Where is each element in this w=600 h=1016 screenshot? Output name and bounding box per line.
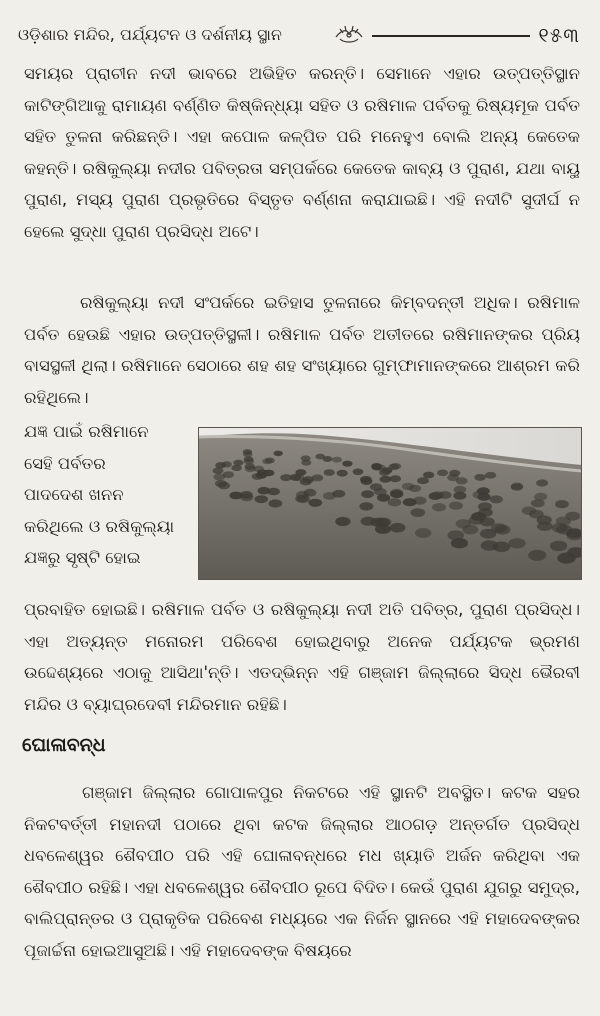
turtle-shape [361, 517, 376, 526]
turtle-shape [265, 458, 275, 464]
turtle-shape [485, 472, 496, 479]
turtle-shape [214, 474, 226, 481]
paragraph-2: ରଷିକୁଲ୍ୟା ନଦୀ ସଂପର୍କରେ ଇତିହାସ ତୁଳନାରେ କିମ୍ବଦନ୍ତୀ ଅଧିକ। ରଷିମାଳ ପର୍ବତ ହେଉଛି ଏହାର ଉତ୍ପତ୍ତିସ୍ଥଳୀ। ରଷିମାଳ ପର୍ବତ ଅତୀତରେ ରଷିମାନଙ୍କର ପ୍ରିୟ ବାସସ୍ଥଳୀ ଥିଲା। ରଷିମାନେ ସେଠାରେ ଶହ ଶହ ସଂଖ୍ୟାରେ ଗୁମ୍ଫାମାନଙ୍କରେ ଆଶ୍ରମ କରି ରହିଥିଲେ। [24, 293, 580, 407]
turtle-shape [388, 498, 402, 506]
turtle-shape [332, 457, 342, 463]
turtle-shape [274, 451, 283, 457]
turtle-shape [371, 463, 382, 469]
header-rule [372, 35, 530, 37]
turtle-shape [537, 522, 553, 531]
turtle-shape [312, 474, 324, 481]
turtle-shape [324, 469, 335, 476]
turtle-shape [528, 550, 546, 561]
turtle-shape [304, 489, 317, 497]
turtle-shape [376, 518, 391, 527]
turtle-shape [240, 493, 253, 501]
turtle-shape [511, 483, 523, 490]
turtle-shape [218, 482, 230, 489]
turtle-shape [403, 498, 417, 506]
wrapped-text-beside-photo [24, 416, 194, 574]
wrap-line: କରିଥିଲେ ଓ ରଷିକୁଲ୍ୟା [24, 516, 175, 536]
turtle-shape [342, 461, 352, 467]
turtle-shape [437, 470, 448, 477]
turtle-shape [361, 490, 374, 498]
turtle-shape [379, 469, 390, 476]
turtle-shape [390, 523, 406, 533]
turtle-shape [380, 476, 392, 483]
section-heading: ଘୋଳାବନ୍ଧ [22, 734, 106, 756]
turtle-shape [456, 477, 468, 484]
turtle-shape [402, 483, 414, 490]
turtle-shape [253, 466, 264, 472]
turtle-shape [258, 487, 271, 495]
wrap-line: ଯଜ୍ଞରୁ ସୃଷ୍ଟି ହୋଇ [24, 548, 141, 567]
turtle-shape [231, 465, 242, 471]
turtle-shape [255, 495, 268, 503]
paragraph-4: ଗଞ୍ଜାମ ଜିଲ୍ଲାର ଗୋପାଳପୁର ନିକଟରେ ଏହି ସ୍ଥାନଟି ଅବସ୍ଥିତ। କଟକ ସହର ନିକଟବର୍ତ୍ତୀ ମହାନଦୀ ପଠାରେ ଥିବା କଟକ ଜିଲ୍ଲାର ଆଠଗଡ଼ ଅନ୍ତର୍ଗତ ପ୍ରସିଦ୍ଧ ଧବଳେଶ୍ୱର ଶୈବପୀଠ ପରି ଏହି ଘୋଳାବନ୍ଧରେ ମଧ ଖ୍ୟାତି ଅର୍ଜନ କରିଥିବା ଏକ ଶୈବପୀଠ ରହିଛି। ଏହା ଧବଳେଶ୍ୱର ଶୈବପୀଠ ରୂପେ ବିଦିତ। କେଉଁ ପୁରାଣ ଯୁଗରୁ ସମୁଦ୍ର, ବାଲିପ୍ରାନ୍ତର ଓ ପ୍ରାକୃତିକ ପରିବେଶ ମଧ୍ୟରେ ଏକ ନିର୍ଜନ ସ୍ଥାନରେ ଏହି ମହାଦେବଙ୍କର ପୂଜାର୍ଚ୍ଚନା ହୋଇଆସୁଅଛି। ଏହି ମହାଦେବଙ୍କ ବିଷୟରେ [24, 783, 580, 960]
turtle-shape [293, 474, 305, 481]
page-header [12, 20, 588, 50]
turtle-shape [269, 499, 283, 507]
turtle-shape [301, 460, 311, 466]
turtle-shape [263, 470, 274, 477]
wrap-line: ପାଦଦେଶ ଖନନ [24, 485, 124, 504]
paragraph-1: ସମୟର ପ୍ରାଚୀନ ନଦୀ ଭାବରେ ଅଭିହିତ କରନ୍ତି। ସେମାନେ ଏହାର ଉତ୍ପତ୍ତିସ୍ଥାନ କାଟିଙ୍ଗିଆକୁ ରାମାୟଣ ବର୍ଣ୍ଣିତ କିଷ୍କିନ୍ଧ୍ୟା ସହିତ ଓ ରଷିମାଳ ପର୍ବତକୁ ରିଷ୍ୟମୂକ ପର୍ବତ ସହିତ ତୁଳନା କରିଛନ୍ତି। ଏହା କପୋଳ କଳ୍ପିତ ପରି ମନେହୁଏ ବୋଲି ଅନ୍ୟ କେତେକ କହନ୍ତି। ରଷିକୁଲ୍ୟା ନଦୀର ପବିତ୍ରତା ସମ୍ପର୍କରେ କେତେକ କାବ୍ୟ ଓ ପୁରାଣ, ଯଥା ବାୟୁ ପୁରାଣ, ମସ୍ୟ ପୁରାଣ ପ୍ରଭୃତିରେ ବିସ୍ତୃତ ବର୍ଣ୍ଣନା କରାଯାଇଛି। ଏହି ନଦୀଟି ସୁଦୀର୍ଘ ନ ହେଲେ ସୁଦ୍ଧା ପୁରାଣ ପ୍ରସିଦ୍ଧ ଅଟେ। [24, 64, 580, 241]
turtle-shape [491, 523, 507, 533]
turtle-shape [432, 503, 446, 511]
turtle-shape [213, 467, 224, 474]
turtle-shape [359, 502, 373, 510]
turtle-shape [552, 523, 568, 533]
turtle-shape [509, 538, 526, 548]
turtle-shape [462, 525, 478, 535]
page-number: ୧୫୩ [538, 23, 580, 47]
paragraph-3: ପ୍ରବାହିତ ହୋଇଛି। ରଷିମାଳ ପର୍ବତ ଓ ରଷିକୁଲ୍ୟା ନଦୀ ଅତି ପବିତ୍ର, ପୁରାଣ ପ୍ରସିଦ୍ଧ। ଏହା ଅତ୍ୟନ୍ତ ମନୋରମ ପରିବେଶ ହୋଇଥିବାରୁ ଅନେକ ପର୍ଯ୍ୟଟକ ଭ୍ରମଣ ଉଦ୍ଦେଶ୍ୟରେ ଏଠାକୁ ଆସିଥା'ନ୍ତି। ଏତଦ୍‌ଭିନ୍ନ ଏହି ଗଞ୍ଜାମ ଜିଲ୍ଲାରେ ସିଦ୍ଧ ଭୈରବୀ ମନ୍ଦିର ଓ ବ୍ୟାଘ୍ରଦେବୀ ମନ୍ଦିରମାନ ରହିଛି। [24, 600, 580, 714]
turtle-shape [411, 508, 426, 517]
turtle-shape [451, 538, 468, 548]
turtle-shape [531, 499, 545, 507]
turtle-shape [522, 506, 536, 515]
sea-turtles-on-beach-photo [198, 427, 582, 580]
wrap-line: ସେହି ପର୍ବତର [24, 453, 106, 473]
turtle-shape [490, 495, 503, 503]
turtle-shape [323, 492, 336, 500]
turtle-shape [337, 470, 348, 477]
turtle-shape [474, 474, 486, 481]
turtle-shape [555, 500, 569, 508]
turtle-shape [536, 479, 548, 486]
turtle-shape [453, 492, 466, 500]
turtle-shape [550, 541, 567, 551]
floral-ornament-icon [334, 23, 364, 47]
turtle-shape [370, 483, 382, 490]
turtle-shape [353, 469, 364, 476]
turtle-shape [377, 494, 390, 502]
turtle-shape [315, 454, 325, 460]
turtle-shape [449, 502, 463, 510]
turtle-shape [478, 508, 493, 517]
turtle-shape [335, 517, 350, 526]
turtle-shape [439, 491, 452, 499]
turtle-shape [415, 528, 431, 538]
turtle-shape [481, 540, 498, 550]
running-title: ଓଡ଼ିଶାର ମନ୍ଦିର, ପର୍ଯ୍ୟଟନ ଓ ଦର୍ଶନୀୟ ସ୍ଥାନ [18, 25, 282, 44]
turtle-shape [389, 464, 400, 470]
turtle-shape [308, 499, 322, 507]
turtle-shape [361, 478, 373, 485]
turtle-shape [473, 491, 486, 499]
turtle-shape [233, 460, 243, 466]
wrap-line: ଯଜ୍ଞ ପାଇଁ ରଷିମାନେ [24, 422, 149, 441]
turtle-shape [417, 477, 429, 484]
turtle-shape [390, 490, 403, 498]
